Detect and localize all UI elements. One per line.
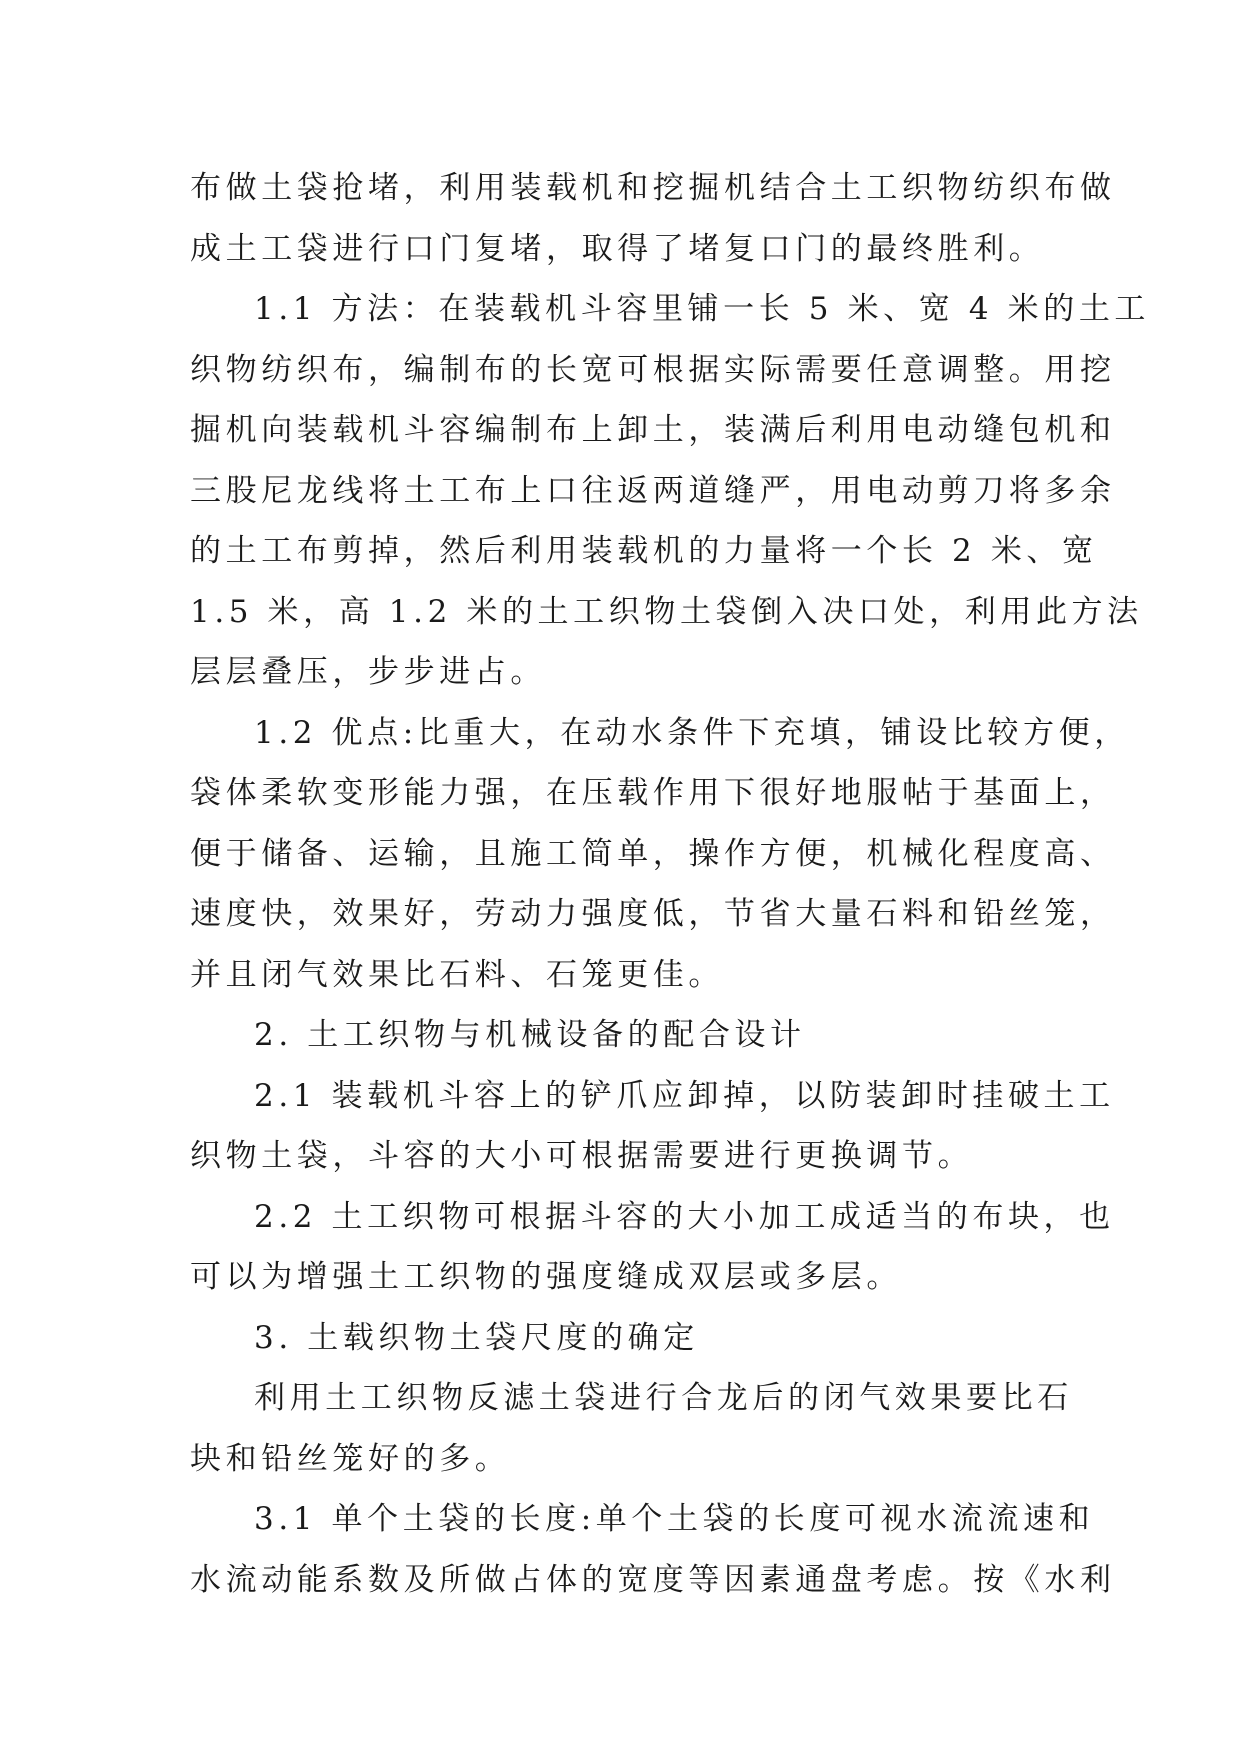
text-line: 三股尼龙线将土工布上口往返两道缝严，用电动剪刀将多余 (190, 472, 1116, 509)
text-line: 布做土袋抢堵，利用装载机和挖掘机结合土工织物纺织布做 (190, 170, 1116, 206)
text-line: 块和铅丝笼好的多。 (190, 1440, 511, 1477)
text-line: 利用土工织物反滤土袋进行合龙后的闭气效果要比石 (254, 1380, 1073, 1416)
text-line: 便于储备、运输，且施工简单，操作方便，机械化程度高、 (190, 835, 1116, 872)
text-line: 掘机向装载机斗容编制布上卸土，装满后利用电动缝包机和 (190, 412, 1116, 448)
document-body (190, 158, 1151, 1610)
text-line: 织物土袋，斗容的大小可根据需要进行更换调节。 (190, 1138, 974, 1174)
text-line: 的土工布剪掉，然后利用装载机的力量将一个长 2 米、宽 (190, 533, 1098, 569)
text-line: 3.1 单个土袋的长度:单个土袋的长度可视水流流速和 (254, 1501, 1095, 1537)
text-line: 层层叠压，步步进占。 (190, 654, 546, 690)
text-line: 成土工袋进行口门复堵，取得了堵复口门的最终胜利。 (190, 230, 1045, 267)
text-line: 水流动能系数及所做占体的宽度等因素通盘考虑。按《水利 (190, 1561, 1116, 1598)
text-line: 2.1 装载机斗容上的铲爪应卸掉，以防装卸时挂破土工 (254, 1077, 1115, 1114)
text-line: 可以为增强土工织物的强度缝成双层或多层。 (190, 1259, 902, 1295)
text-line: 3. 土载织物土袋尺度的确定 (254, 1319, 699, 1356)
text-line: 速度快，效果好，劳动力强度低，节省大量石料和铅丝笼， (190, 896, 1116, 932)
text-line: 2. 土工织物与机械设备的配合设计 (254, 1017, 806, 1053)
text-line: 2.2 土工织物可根据斗容的大小加工成适当的布块，也 (254, 1198, 1115, 1235)
text-line: 袋体柔软变形能力强，在压载作用下很好地服帖于基面上， (190, 775, 1116, 811)
text-line: 1.5 米，高 1.2 米的土工织物土袋倒入决口处，利用此方法 (190, 593, 1143, 630)
text-line: 1.1 方法：在装载机斗容里铺一长 5 米、宽 4 米的土工 (254, 291, 1151, 327)
text-line: 1.2 优点:比重大，在动水条件下充填，铺设比较方便， (254, 714, 1130, 751)
text-line: 织物纺织布，编制布的长宽可根据实际需要任意调整。用挖 (190, 351, 1116, 388)
text-line: 并且闭气效果比石料、石笼更佳。 (190, 956, 724, 993)
